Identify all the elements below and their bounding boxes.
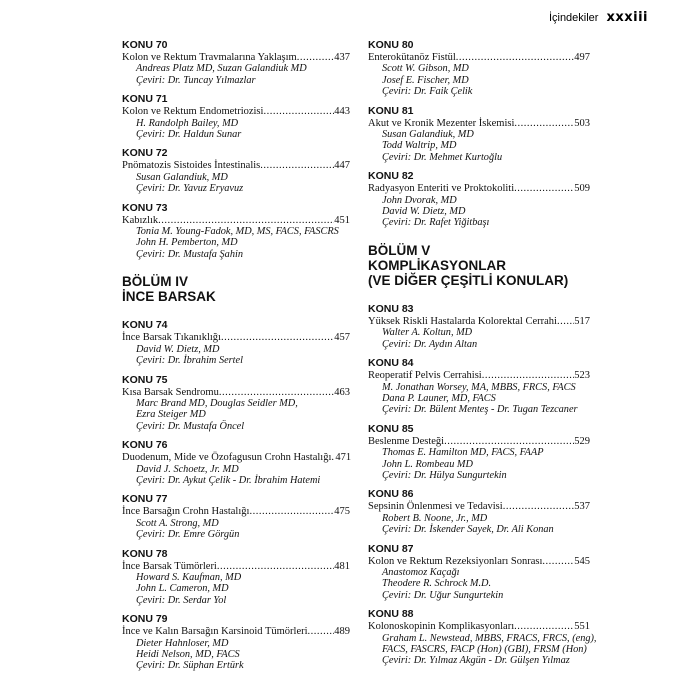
author-line: Susan Galandiuk, MD bbox=[136, 171, 228, 183]
chapter-title-line bbox=[368, 183, 590, 194]
chapter-page-number: 463 bbox=[334, 386, 350, 398]
dot-leader bbox=[297, 52, 335, 63]
toc-entry bbox=[368, 106, 590, 164]
chapter-number: KONU 75 bbox=[122, 373, 168, 386]
chapter-number: KONU 80 bbox=[368, 39, 414, 51]
chapter-page-number: 475 bbox=[334, 506, 350, 518]
chapter-title-line bbox=[122, 160, 350, 171]
toc-entry bbox=[368, 608, 597, 667]
dot-leader bbox=[444, 436, 574, 447]
right-entries-b bbox=[368, 302, 597, 667]
chapter-title-line bbox=[368, 118, 590, 129]
chapter-number: KONU 85 bbox=[368, 422, 414, 435]
author-line: John L. Rombeau MD bbox=[382, 458, 473, 470]
chapter-page-number: 523 bbox=[574, 370, 590, 382]
chapter-title-line bbox=[368, 501, 590, 512]
chapter-title: Enterokütanöz Fistül bbox=[368, 52, 456, 63]
chapter-number: KONU 82 bbox=[368, 170, 414, 183]
dot-leader bbox=[217, 561, 334, 572]
author-line: Çeviri: Dr. Serdar Yol bbox=[136, 594, 227, 606]
author-line: Ezra Steiger MD bbox=[136, 409, 206, 421]
dot-leader bbox=[249, 506, 334, 517]
chapter-title-line bbox=[368, 316, 590, 327]
chapter-title: Yüksek Riskli Hastalarda Kolorektal Cerrahi bbox=[368, 315, 557, 327]
author-line: Çeviri: Dr. Hülya Sungurtekin bbox=[382, 469, 507, 481]
author-line: John L. Cameron, MD bbox=[136, 583, 229, 595]
author-line: Çeviri: Dr. Mustafa Şahin bbox=[136, 248, 243, 260]
chapter-title: Kabızlık bbox=[122, 214, 159, 226]
author-line: John Dvorak, MD bbox=[382, 194, 457, 206]
dot-leader bbox=[308, 626, 335, 637]
author-line: Çeviri: Dr. Faik Çelik bbox=[382, 86, 473, 98]
chapter-title: İnce ve Kalın Barsağın Karsinoid Tümörleri bbox=[122, 626, 308, 638]
chapter-title: Pnömatozis Sistoides İntestinalis bbox=[122, 160, 261, 172]
chapter-page-number: 447 bbox=[334, 160, 350, 172]
chapter-title: İnce Barsağın Crohn Hastalığı bbox=[122, 506, 250, 518]
chapter-title-line bbox=[368, 621, 590, 632]
chapter-title-line bbox=[122, 452, 350, 463]
chapter-page-number: 517 bbox=[574, 315, 590, 327]
toc-entry bbox=[122, 40, 350, 86]
dot-leader bbox=[456, 52, 574, 63]
toc-entry bbox=[122, 375, 350, 433]
chapter-title: Radyasyon Enteriti ve Proktokoliti bbox=[368, 183, 515, 195]
toc-entry bbox=[368, 424, 590, 482]
dot-leader bbox=[557, 316, 574, 327]
author-line: Çeviri: Dr. İskender Sayek, Dr. Ali Konan bbox=[382, 524, 554, 536]
author-line: Dana P. Launer, MD, FACS bbox=[382, 392, 496, 404]
dot-leader bbox=[542, 556, 574, 567]
toc-entry bbox=[122, 203, 350, 261]
chapter-number: KONU 79 bbox=[122, 613, 168, 626]
right-column bbox=[368, 39, 597, 675]
chapter-number: KONU 81 bbox=[368, 104, 414, 117]
chapter-title: Kolon ve Rektum Rezeksiyonları Sonrası bbox=[368, 555, 543, 567]
author-line: Çeviri: Dr. Mustafa Öncel bbox=[136, 420, 245, 432]
chapter-page-number: 437 bbox=[334, 52, 350, 63]
section-title: İçindekiler bbox=[548, 12, 599, 24]
chapter-page-number: 457 bbox=[334, 332, 350, 344]
chapter-number: KONU 88 bbox=[368, 608, 414, 621]
author-line: David J. Schoetz, Jr. MD bbox=[136, 463, 239, 475]
author-line: Andreas Platz MD, Suzan Galandiuk MD bbox=[136, 63, 307, 75]
dot-leader bbox=[221, 332, 334, 343]
author-line: Çeviri: Dr. Bülent Menteş - Dr. Tugan Tezcaner bbox=[382, 404, 578, 416]
chapter-title: Kısa Barsak Sendromu bbox=[122, 386, 219, 398]
chapter-title: İnce Barsak Tıkanıklığı bbox=[122, 332, 221, 344]
dot-leader bbox=[263, 106, 334, 117]
author-line: Josef E. Fischer, MD bbox=[382, 74, 469, 86]
chapter-title: Duodenum, Mide ve Özofagusun Crohn Hastalığı bbox=[122, 452, 332, 464]
author-line: Theodere R. Schrock M.D. bbox=[382, 578, 492, 590]
dot-leader bbox=[219, 387, 334, 398]
author-line: H. Randolph Bailey, MD bbox=[136, 117, 239, 129]
author-line: Tonia M. Young-Fadok, MD, MS, FACS, FASCRS bbox=[136, 226, 339, 238]
chapter-number: KONU 78 bbox=[122, 547, 168, 560]
dot-leader bbox=[158, 215, 334, 226]
toc-entry bbox=[368, 544, 590, 602]
toc-entry bbox=[368, 171, 590, 229]
section-heading-line: BÖLÜM IV bbox=[122, 274, 188, 290]
author-line: Çeviri: Dr. Yavuz Eryavuz bbox=[136, 183, 244, 195]
chapter-number: KONU 73 bbox=[122, 201, 168, 214]
toc-entry bbox=[122, 494, 350, 540]
author-line: Çeviri: Dr. Mehmet Kurtoğlu bbox=[382, 151, 503, 163]
section-heading-line: BÖLÜM V bbox=[368, 242, 431, 258]
chapter-number: KONU 71 bbox=[122, 93, 168, 106]
toc-entry bbox=[368, 358, 590, 416]
chapter-page-number: 481 bbox=[334, 560, 350, 572]
section-heading-line: KOMPLİKASYONLAR bbox=[368, 257, 506, 273]
chapter-number: KONU 87 bbox=[368, 542, 414, 555]
author-line: Todd Waltrip, MD bbox=[382, 140, 457, 152]
chapter-title: Beslenme Desteği bbox=[368, 435, 445, 447]
dot-leader bbox=[482, 370, 575, 381]
dot-leader bbox=[503, 501, 575, 512]
author-line: Susan Galandiuk, MD bbox=[382, 129, 474, 141]
chapter-title: Sepsinin Önlenmesi ve Tedavisi bbox=[368, 501, 503, 513]
chapter-title-line bbox=[122, 506, 350, 517]
chapter-page-number: 451 bbox=[334, 214, 350, 226]
author-line: Dieter Hahnloser, MD bbox=[136, 637, 229, 649]
author-line: FACS, FASCRS, FACP (Hon) (GBI), FRSM (Hon) bbox=[382, 644, 587, 655]
chapter-title-line bbox=[368, 556, 590, 567]
author-line: Çeviri: Dr. Haldun Sunar bbox=[136, 129, 242, 141]
chapter-number: KONU 76 bbox=[122, 439, 168, 452]
author-line: Scott W. Gibson, MD bbox=[382, 63, 469, 75]
chapter-page-number: 509 bbox=[574, 183, 590, 195]
chapter-page-number: 497 bbox=[574, 52, 590, 63]
section-heading-bolum-v bbox=[368, 243, 590, 288]
author-line: Graham L. Newstead, MBBS, FRACS, FRCS, (eng), bbox=[382, 632, 597, 644]
author-line: Howard S. Kaufman, MD bbox=[136, 571, 242, 583]
dot-leader bbox=[514, 183, 574, 194]
dot-leader bbox=[514, 118, 574, 129]
chapter-number: KONU 86 bbox=[368, 488, 414, 501]
dot-leader bbox=[260, 160, 334, 171]
chapter-title-line bbox=[368, 52, 590, 63]
chapter-page-number: 503 bbox=[574, 117, 590, 129]
toc-entry bbox=[122, 148, 350, 194]
author-line: Çeviri: Dr. Uğur Sungurtekin bbox=[382, 589, 504, 601]
author-line: Heidi Nelson, MD, FACS bbox=[136, 649, 240, 660]
chapter-page-number: 529 bbox=[574, 435, 590, 447]
chapter-page-number: 489 bbox=[334, 626, 350, 638]
author-line: Çeviri: Dr. Süphan Ertürk bbox=[136, 660, 244, 672]
author-line: M. Jonathan Worsey, MA, MBBS, FRCS, FACS bbox=[382, 381, 576, 393]
chapter-title-line bbox=[122, 106, 350, 117]
author-line: Anastomoz Kaçağı bbox=[382, 566, 460, 578]
author-line: Çeviri: Dr. Yılmaz Akgün - Dr. Gülşen Yılmaz bbox=[382, 655, 570, 667]
author-line: Çeviri: Dr. Rafet Yiğitbaşı bbox=[382, 217, 490, 229]
toc-entry bbox=[368, 489, 590, 535]
chapter-title-line bbox=[122, 215, 350, 226]
author-line: Çeviri: Dr. İbrahim Sertel bbox=[136, 355, 243, 367]
chapter-title-line bbox=[122, 52, 350, 63]
right-entries-a bbox=[368, 40, 590, 229]
chapter-title-line bbox=[122, 626, 350, 637]
chapter-number: KONU 72 bbox=[122, 147, 168, 160]
toc-entry bbox=[368, 304, 590, 350]
author-line: David W. Dietz, MD bbox=[382, 206, 466, 218]
chapter-title-line bbox=[122, 332, 350, 343]
left-column bbox=[122, 40, 350, 680]
chapter-page-number: 537 bbox=[574, 501, 590, 513]
chapter-title: İnce Barsak Tümörleri bbox=[122, 560, 217, 572]
toc-entry bbox=[368, 40, 590, 98]
section-heading-line: (VE DİĞER ÇEŞİTLİ KONULAR) bbox=[368, 272, 569, 288]
chapter-number: KONU 70 bbox=[122, 39, 168, 51]
toc-entry bbox=[122, 614, 350, 672]
chapter-page-number: 545 bbox=[574, 555, 590, 567]
chapter-title-line bbox=[122, 387, 350, 398]
author-line: John H. Pemberton, MD bbox=[136, 237, 238, 249]
chapter-title-line bbox=[368, 370, 590, 381]
author-line: Çeviri: Dr. Aykut Çelik - Dr. İbrahim Hatemi bbox=[136, 474, 321, 486]
dot-leader bbox=[514, 621, 574, 632]
author-line: Çeviri: Dr. Aydın Altan bbox=[382, 338, 478, 350]
toc-entry bbox=[122, 549, 350, 607]
chapter-title: Kolon ve Rektum Endometriozisi bbox=[122, 106, 264, 118]
chapter-title: Reoperatif Pelvis Cerrahisi bbox=[368, 370, 482, 382]
author-line: Thomas E. Hamilton MD, FACS, FAAP bbox=[382, 447, 544, 459]
page-number: xxxiii bbox=[606, 10, 648, 25]
section-heading-line: İNCE BARSAK bbox=[122, 289, 216, 305]
author-line: Çeviri: Dr. Tuncay Yılmazlar bbox=[136, 74, 256, 86]
author-line: David W. Dietz, MD bbox=[136, 343, 220, 355]
toc-entry bbox=[122, 440, 350, 486]
chapter-page-number: 471 bbox=[335, 452, 352, 464]
toc-entry bbox=[122, 320, 350, 366]
chapter-title-line bbox=[122, 561, 350, 572]
toc-entry bbox=[122, 94, 350, 140]
left-entries-b bbox=[122, 320, 350, 672]
chapter-title-line bbox=[368, 436, 590, 447]
author-line: Marc Brand MD, Douglas Seidler MD, bbox=[136, 397, 298, 409]
chapter-number: KONU 77 bbox=[122, 493, 168, 506]
chapter-number: KONU 74 bbox=[122, 319, 168, 332]
chapter-number: KONU 83 bbox=[368, 302, 414, 315]
section-heading-bolum-iv bbox=[122, 274, 350, 304]
chapter-page-number: 551 bbox=[574, 621, 590, 633]
chapter-number: KONU 84 bbox=[368, 357, 414, 370]
chapter-title: Kolonoskopinin Komplikasyonları bbox=[368, 621, 515, 633]
chapter-title: Kolon ve Rektum Travmalarına Yaklaşım bbox=[122, 52, 297, 63]
author-line: Scott A. Strong, MD bbox=[136, 517, 219, 529]
author-line: Robert B. Noone, Jr., MD bbox=[382, 512, 488, 524]
author-line: Çeviri: Dr. Emre Görgün bbox=[136, 529, 240, 541]
chapter-title: Akut ve Kronik Mezenter İskemisi bbox=[368, 117, 515, 129]
left-entries-a bbox=[122, 40, 350, 260]
running-header bbox=[549, 10, 648, 25]
author-line: Walter A. Koltun, MD bbox=[382, 327, 473, 339]
chapter-page-number: 443 bbox=[334, 106, 350, 118]
